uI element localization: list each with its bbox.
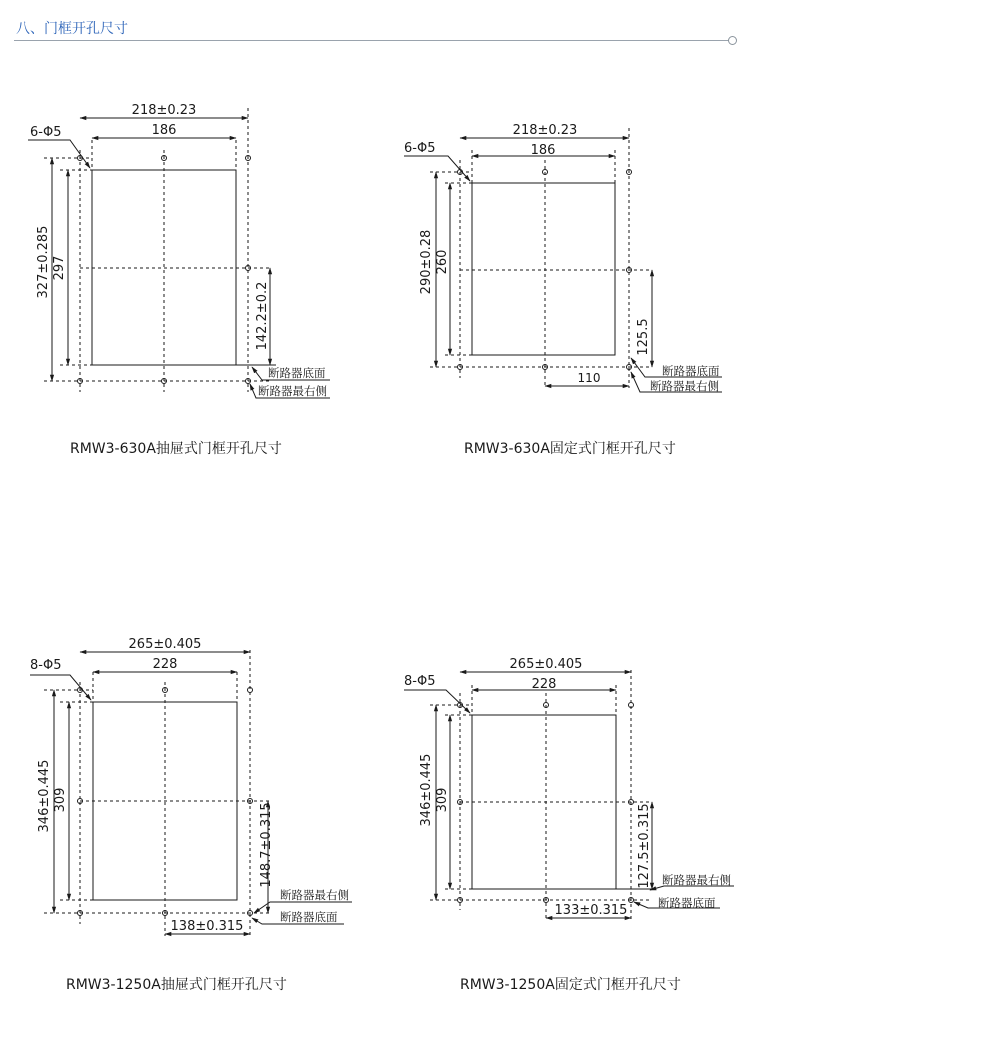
inner-height-label: 260: [435, 249, 450, 275]
right-side-label: 断路器最右侧: [280, 888, 349, 902]
bottom-face-label: 断路器底面: [268, 366, 326, 380]
drawing-1250a-drawout-labels: [30, 637, 349, 934]
holes-leader: [28, 140, 90, 168]
outer-width-label: 265±0.405: [509, 657, 583, 672]
outer-height-label: 290±0.28: [419, 229, 434, 295]
outer-width-label: 265±0.405: [128, 637, 202, 652]
center-lines: [430, 128, 652, 388]
bottom-width-label: 110: [577, 371, 601, 385]
section-title: 八、门框开孔尺寸: [16, 21, 128, 37]
drawing-630a-drawout: [28, 108, 330, 398]
caption-630a-drawout: RMW3-630A抽屉式门框开孔尺寸: [70, 441, 282, 457]
right-side-label: 断路器最右侧: [650, 379, 719, 393]
caption-1250a-drawout: RMW3-1250A抽屉式门框开孔尺寸: [66, 977, 287, 993]
right-side-label: 断路器最右侧: [662, 873, 731, 887]
bottom-face-label: 断路器底面: [662, 364, 720, 378]
outer-width-label: 218±0.23: [131, 103, 197, 118]
bottom-width-label: 133±0.315: [554, 903, 628, 918]
inner-height-label: 297: [52, 255, 67, 281]
inner-width-label: 186: [530, 143, 556, 158]
drawing-630a-fixed: [404, 128, 722, 392]
right-height-label: 142.2±0.2: [255, 281, 270, 351]
center-lines: [44, 108, 272, 392]
holes-label: 8-Φ5: [404, 674, 436, 689]
outer-height-label: 346±0.445: [419, 753, 434, 827]
inner-height-label: 309: [53, 787, 68, 813]
bottom-width-label: 138±0.315: [170, 919, 244, 934]
holes-label: 8-Φ5: [30, 658, 62, 673]
bottom-face-label: 断路器底面: [280, 910, 338, 924]
bottom-face-label: 断路器底面: [658, 896, 716, 910]
caption-630a-fixed: RMW3-630A固定式门框开孔尺寸: [464, 441, 676, 457]
outer-width-label: 218±0.23: [512, 123, 578, 138]
right-side-label: 断路器最右侧: [258, 384, 327, 398]
outer-height-label: 327±0.285: [36, 225, 51, 299]
center-lines: [44, 650, 272, 936]
center-lines: [430, 670, 652, 920]
inner-width-label: 228: [531, 677, 557, 692]
breaker-body: [472, 183, 615, 355]
drawing-630a-drawout-labels: [30, 103, 327, 398]
right-height-label: 148.7±0.315: [259, 802, 274, 888]
caption-1250a-fixed: RMW3-1250A固定式门框开孔尺寸: [460, 977, 681, 993]
right-height-label: 127.5±0.315: [637, 803, 652, 889]
holes-label: 6-Φ5: [30, 125, 62, 140]
right-height-label: 125.5: [636, 318, 651, 356]
holes-leader: [30, 675, 91, 700]
holes-label: 6-Φ5: [404, 141, 436, 156]
inner-width-label: 228: [152, 657, 178, 672]
drawing-630a-fixed-labels: [404, 123, 720, 393]
inner-height-label: 309: [435, 787, 450, 813]
inner-width-label: 186: [151, 123, 177, 138]
outer-height-label: 346±0.445: [37, 759, 52, 833]
